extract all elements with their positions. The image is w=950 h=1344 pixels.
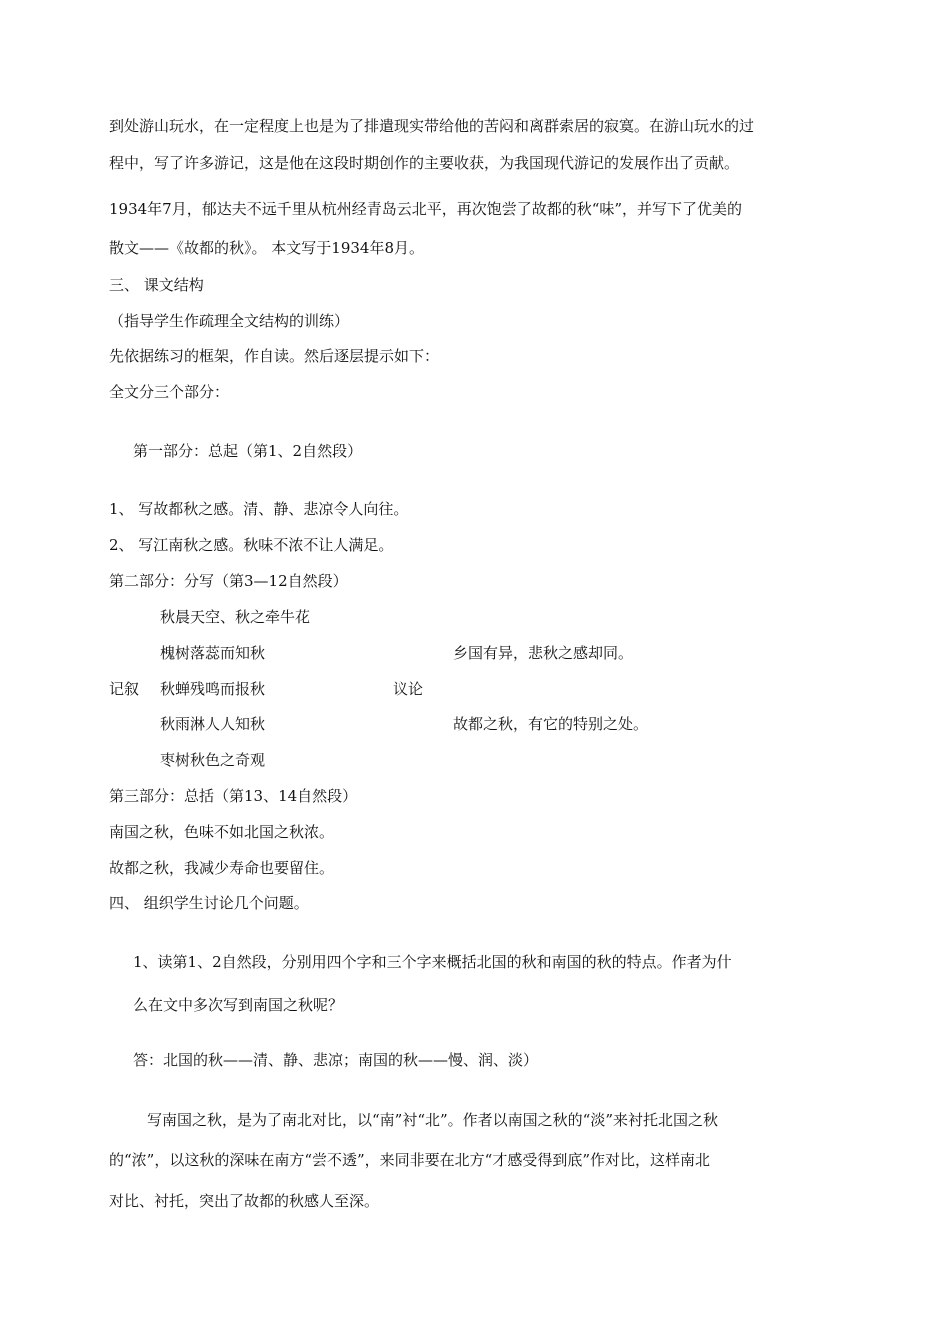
intro-line-2: 程中，写了许多游记，这是他在这段时期创作的主要收获，为我国现代游记的发展作出了贡献。 [109, 154, 740, 172]
part-1-item-1: 1、 写故都秋之感。清、静、悲凉令人向往。 [109, 500, 409, 518]
question-1-line-1: 1、读第1、2自然段，分别用四个字和三个字来概括北国的秋和南国的秋的特点。作者为什 [133, 953, 732, 971]
part-1-title: 第一部分：总起（第1、2自然段） [133, 442, 363, 460]
analysis-line-1: 写南国之秋，是为了南北对比，以“南”衬“北”。作者以南国之秋的“淡”来衬托北国之秋 [147, 1111, 719, 1129]
part-3-line-2: 故都之秋，我减少寿命也要留住。 [109, 859, 335, 877]
intro-line-1: 到处游山玩水，在一定程度上也是为了排遣现实带给他的苦闷和离群索居的寂寞。在游山玩水的过 [109, 117, 755, 135]
part-2-narrative-label: 记叙 [109, 680, 140, 698]
answer-1: 答：北国的秋——清、静、悲凉；南国的秋——慢、润、淡） [133, 1051, 539, 1069]
section-3-note: （指导学生作疏理全文结构的训练） [109, 312, 350, 330]
analysis-line-2: 的“浓”，以这秋的深味在南方“尝不透”，来同非要在北方“才感受得到底”作对比，这样南北 [109, 1151, 711, 1169]
intro-line-3: 1934年7月，郁达夫不远千里从杭州经青岛云北平，再次饱尝了故都的秋“味”，并写下了优美的 [109, 200, 743, 218]
part-2-comment-2: 故都之秋，有它的特别之处。 [453, 715, 649, 733]
section-3-heading: 三、 课文结构 [109, 276, 204, 294]
part-2-scene-1: 秋晨天空、秋之牵牛花 [160, 608, 311, 626]
part-1-item-2: 2、 写江南秋之感。秋味不浓不让人满足。 [109, 536, 394, 554]
part-2-scene-5: 枣树秋色之奇观 [160, 751, 266, 769]
analysis-line-3: 对比、衬托，突出了故都的秋感人至深。 [109, 1192, 380, 1210]
section-4-heading: 四、 组织学生讨论几个问题。 [109, 894, 309, 912]
part-2-scene-2: 槐树落蕊而知秋 [160, 644, 266, 662]
part-3-title: 第三部分：总括（第13、14自然段） [109, 787, 358, 805]
section-3-instruction: 先依据练习的框架，作自读。然后逐层提示如下： [109, 347, 440, 365]
part-3-line-1: 南国之秋，色味不如北国之秋浓。 [109, 823, 335, 841]
part-2-comment-1: 乡国有异，悲秋之感却同。 [453, 644, 634, 662]
section-3-summary: 全文分三个部分： [109, 383, 230, 401]
part-2-discussion-label: 议论 [393, 680, 424, 698]
intro-line-4: 散文——《故都的秋》。 本文写于1934年8月。 [109, 239, 424, 257]
part-2-scene-3: 秋蝉残鸣而报秋 [160, 680, 266, 698]
part-2-title: 第二部分：分写（第3—12自然段） [109, 572, 348, 590]
question-1-line-2: 么在文中多次写到南国之秋呢？ [133, 996, 344, 1014]
part-2-scene-4: 秋雨淋人人知秋 [160, 715, 266, 733]
